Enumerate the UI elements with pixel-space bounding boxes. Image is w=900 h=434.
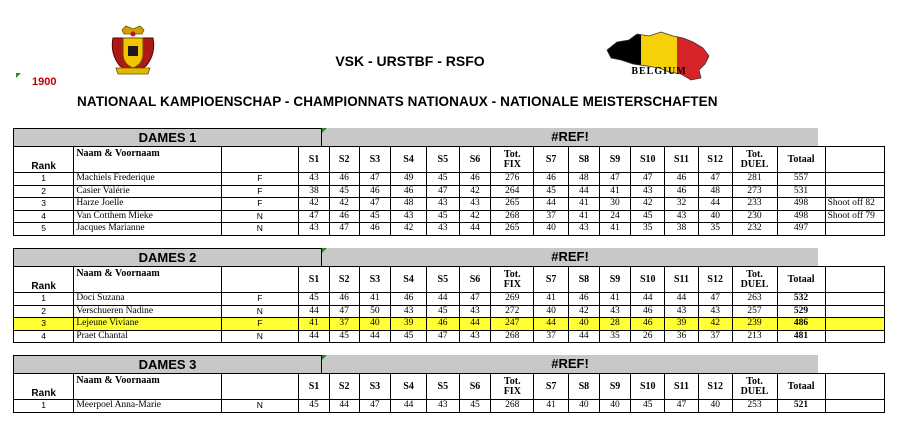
rank-cell: 1 [14, 173, 74, 186]
column-header-total: Totaal [777, 267, 825, 293]
name-cell: Lejeune Viviane [74, 318, 221, 331]
score-cell: 45 [534, 185, 569, 198]
score-cell: 46 [359, 223, 391, 236]
score-cell: 42 [459, 185, 491, 198]
score-cell: 40 [569, 400, 600, 413]
score-cell: 40 [534, 223, 569, 236]
score-cell: 46 [569, 293, 600, 306]
score-cell: 43 [426, 198, 459, 211]
score-cell: 46 [329, 293, 359, 306]
score-cell: 41 [534, 293, 569, 306]
total-cell: 532 [777, 293, 825, 306]
score-cell: 45 [359, 210, 391, 223]
score-cell: 47 [299, 210, 330, 223]
total-cell: 521 [777, 400, 825, 413]
score-cell: 47 [698, 173, 732, 186]
score-cell: 46 [665, 185, 699, 198]
table-row [14, 223, 885, 236]
tot-fix-cell: 268 [491, 330, 534, 343]
category-header [13, 248, 885, 266]
score-cell: 44 [665, 293, 699, 306]
table-row [14, 330, 885, 343]
column-header-total: Totaal [777, 147, 825, 173]
group-cell: N [221, 400, 299, 413]
score-cell: 44 [534, 198, 569, 211]
score-cell: 37 [698, 330, 732, 343]
tot-fix-cell: 265 [491, 198, 534, 211]
score-cell: 32 [665, 198, 699, 211]
total-cell: 531 [777, 185, 825, 198]
score-cell: 46 [459, 173, 491, 186]
column-header-s1: S1 [299, 147, 330, 173]
score-cell: 43 [698, 305, 732, 318]
column-header-note [825, 147, 884, 173]
score-cell: 46 [426, 318, 459, 331]
name-cell: Casier Valérie [74, 185, 221, 198]
column-header-s9: S9 [599, 147, 631, 173]
score-cell: 36 [665, 330, 699, 343]
score-cell: 46 [391, 185, 427, 198]
column-header-s9: S9 [599, 374, 631, 400]
score-cell: 44 [459, 223, 491, 236]
column-header-blank [221, 374, 299, 400]
tot-duel-cell: 233 [732, 198, 777, 211]
score-cell: 43 [569, 223, 600, 236]
total-cell: 486 [777, 318, 825, 331]
column-header-tot-duel: Tot. DUEL [732, 267, 777, 293]
score-cell: 37 [534, 210, 569, 223]
rank-cell: 2 [14, 305, 74, 318]
group-cell: N [221, 223, 299, 236]
score-cell: 45 [299, 293, 330, 306]
score-cell: 26 [631, 330, 665, 343]
score-cell: 43 [665, 210, 699, 223]
score-cell: 47 [359, 173, 391, 186]
score-cell: 41 [599, 293, 631, 306]
score-cell: 28 [599, 318, 631, 331]
column-header-s12: S12 [698, 374, 732, 400]
score-cell: 44 [391, 400, 427, 413]
score-cell: 46 [631, 318, 665, 331]
score-cell: 45 [426, 210, 459, 223]
score-cell: 37 [329, 318, 359, 331]
name-cell: Machiels Frederique [74, 173, 221, 186]
column-header-s10: S10 [631, 267, 665, 293]
score-cell: 41 [359, 293, 391, 306]
score-cell: 44 [426, 293, 459, 306]
column-header-s10: S10 [631, 374, 665, 400]
column-header-s10: S10 [631, 147, 665, 173]
results-table [13, 146, 885, 236]
column-header-s8: S8 [569, 267, 600, 293]
score-cell: 35 [599, 330, 631, 343]
note-cell [825, 318, 884, 331]
score-cell: 41 [599, 185, 631, 198]
column-header-tot-duel: Tot. DUEL [732, 147, 777, 173]
column-header-s1: S1 [299, 267, 330, 293]
score-cell: 43 [299, 173, 330, 186]
tot-duel-cell: 257 [732, 305, 777, 318]
score-cell: 47 [329, 223, 359, 236]
note-cell [825, 173, 884, 186]
score-cell: 46 [359, 185, 391, 198]
score-cell: 41 [299, 318, 330, 331]
score-cell: 44 [534, 318, 569, 331]
rank-cell: 3 [14, 198, 74, 211]
table-row [14, 210, 885, 223]
category-block [13, 248, 885, 343]
table-row [14, 318, 885, 331]
score-cell: 35 [698, 223, 732, 236]
name-cell: Harze Joelle [74, 198, 221, 211]
group-cell: N [221, 305, 299, 318]
column-header-s6: S6 [459, 147, 491, 173]
category-block [13, 355, 885, 413]
total-cell: 498 [777, 198, 825, 211]
cell-comment-marker [322, 355, 327, 360]
score-cell: 43 [665, 305, 699, 318]
column-header-s4: S4 [391, 147, 427, 173]
total-cell: 557 [777, 173, 825, 186]
category-block [13, 128, 885, 236]
table-row [14, 293, 885, 306]
score-cell: 46 [631, 305, 665, 318]
score-cell: 49 [391, 173, 427, 186]
group-cell: F [221, 198, 299, 211]
score-cell: 39 [665, 318, 699, 331]
score-cell: 40 [599, 400, 631, 413]
score-cell: 47 [631, 173, 665, 186]
ref-error-label: #REF! [322, 128, 818, 146]
tot-fix-cell: 268 [491, 210, 534, 223]
score-cell: 44 [459, 318, 491, 331]
score-cell: 40 [569, 318, 600, 331]
score-cell: 39 [391, 318, 427, 331]
category-name: DAMES 2 [13, 248, 322, 266]
column-header-s2: S2 [329, 147, 359, 173]
column-header-s6: S6 [459, 267, 491, 293]
score-cell: 41 [569, 210, 600, 223]
column-header-s7: S7 [534, 374, 569, 400]
score-cell: 37 [534, 330, 569, 343]
score-cell: 43 [599, 305, 631, 318]
score-cell: 43 [391, 210, 427, 223]
results-table [13, 373, 885, 413]
column-header-s12: S12 [698, 267, 732, 293]
score-cell: 45 [459, 400, 491, 413]
note-cell: Shoot off 79 [825, 210, 884, 223]
cell-comment-marker [16, 73, 21, 78]
score-cell: 47 [698, 293, 732, 306]
score-cell: 24 [599, 210, 631, 223]
name-cell: Meerpoel Anna-Marie [74, 400, 221, 413]
score-cell: 45 [329, 185, 359, 198]
score-cell: 42 [698, 318, 732, 331]
score-cell: 40 [698, 400, 732, 413]
table-row [14, 305, 885, 318]
note-cell [825, 330, 884, 343]
score-cell: 38 [299, 185, 330, 198]
column-header-s7: S7 [534, 147, 569, 173]
column-header-blank [221, 267, 299, 293]
column-header-s8: S8 [569, 374, 600, 400]
score-cell: 42 [299, 198, 330, 211]
tot-fix-cell: 264 [491, 185, 534, 198]
score-cell: 47 [426, 185, 459, 198]
score-cell: 47 [599, 173, 631, 186]
score-cell: 44 [569, 330, 600, 343]
tot-duel-cell: 273 [732, 185, 777, 198]
page-title: NATIONAAL KAMPIOENSCHAP - CHAMPIONNATS NATIONAUX - NATIONALE MEISTERSCHAFTEN [77, 94, 718, 109]
score-cell: 38 [665, 223, 699, 236]
table-row [14, 198, 885, 211]
column-header-rank: Rank [14, 267, 74, 293]
group-cell: F [221, 173, 299, 186]
column-header-total: Totaal [777, 374, 825, 400]
flag-label: BELGIUM [631, 66, 687, 77]
note-cell [825, 293, 884, 306]
rank-cell: 3 [14, 318, 74, 331]
column-header-s4: S4 [391, 267, 427, 293]
note-cell: Shoot off 82 [825, 198, 884, 211]
group-cell: F [221, 293, 299, 306]
name-cell: Verschueren Nadine [74, 305, 221, 318]
federation-crest-logo [108, 24, 158, 76]
group-cell: N [221, 330, 299, 343]
note-cell [825, 185, 884, 198]
tot-duel-cell: 263 [732, 293, 777, 306]
score-cell: 43 [459, 305, 491, 318]
tot-fix-cell: 269 [491, 293, 534, 306]
score-cell: 46 [665, 173, 699, 186]
column-header-s5: S5 [426, 267, 459, 293]
column-header-s1: S1 [299, 374, 330, 400]
column-header-s4: S4 [391, 374, 427, 400]
tot-fix-cell: 268 [491, 400, 534, 413]
score-cell: 43 [459, 198, 491, 211]
category-name: DAMES 1 [13, 128, 322, 146]
column-header-s11: S11 [665, 267, 699, 293]
score-cell: 42 [631, 198, 665, 211]
name-cell: Van Cotthem Mieke [74, 210, 221, 223]
score-cell: 41 [534, 400, 569, 413]
score-cell: 42 [459, 210, 491, 223]
tot-fix-cell: 276 [491, 173, 534, 186]
score-cell: 40 [359, 318, 391, 331]
note-cell [825, 400, 884, 413]
score-cell: 43 [631, 185, 665, 198]
note-cell [825, 305, 884, 318]
column-header-tot-fix: Tot. FIX [491, 267, 534, 293]
tot-duel-cell: 213 [732, 330, 777, 343]
rank-cell: 1 [14, 400, 74, 413]
score-cell: 44 [569, 185, 600, 198]
group-cell: N [221, 210, 299, 223]
tot-duel-cell: 232 [732, 223, 777, 236]
score-cell: 40 [698, 210, 732, 223]
score-cell: 45 [631, 210, 665, 223]
score-cell: 44 [299, 330, 330, 343]
column-header-note [825, 267, 884, 293]
category-header [13, 128, 885, 146]
tot-duel-cell: 230 [732, 210, 777, 223]
score-cell: 42 [569, 305, 600, 318]
column-header-rank: Rank [14, 147, 74, 173]
score-cell: 48 [569, 173, 600, 186]
score-cell: 47 [359, 400, 391, 413]
score-cell: 43 [459, 330, 491, 343]
score-cell: 40 [534, 305, 569, 318]
score-cell: 45 [391, 330, 427, 343]
score-cell: 46 [534, 173, 569, 186]
group-cell: F [221, 318, 299, 331]
column-header-name: Naam & Voornaam [74, 147, 221, 173]
score-cell: 30 [599, 198, 631, 211]
score-cell: 45 [426, 305, 459, 318]
score-cell: 47 [329, 305, 359, 318]
ref-error-label: #REF! [322, 355, 818, 373]
column-header-s2: S2 [329, 267, 359, 293]
score-cell: 43 [299, 223, 330, 236]
results-table [13, 266, 885, 343]
score-cell: 35 [631, 223, 665, 236]
rank-cell: 2 [14, 185, 74, 198]
score-cell: 44 [329, 400, 359, 413]
score-cell: 47 [665, 400, 699, 413]
score-cell: 48 [698, 185, 732, 198]
column-header-s11: S11 [665, 147, 699, 173]
column-header-s3: S3 [359, 147, 391, 173]
column-header-s3: S3 [359, 374, 391, 400]
note-cell [825, 223, 884, 236]
cell-comment-marker [322, 128, 327, 133]
column-header-blank [221, 147, 299, 173]
name-cell: Doci Suzana [74, 293, 221, 306]
score-cell: 46 [329, 210, 359, 223]
score-cell: 42 [329, 198, 359, 211]
score-cell: 44 [698, 198, 732, 211]
organization-title: VSK - URSTBF - RSFO [335, 53, 485, 69]
score-cell: 45 [426, 173, 459, 186]
table-row [14, 185, 885, 198]
column-header-name: Naam & Voornaam [74, 374, 221, 400]
tot-duel-cell: 253 [732, 400, 777, 413]
score-cell: 45 [631, 400, 665, 413]
tot-duel-cell: 281 [732, 173, 777, 186]
column-header-s6: S6 [459, 374, 491, 400]
column-header-s12: S12 [698, 147, 732, 173]
column-header-s8: S8 [569, 147, 600, 173]
score-cell: 44 [359, 330, 391, 343]
rank-cell: 1 [14, 293, 74, 306]
column-header-name: Naam & Voornaam [74, 267, 221, 293]
column-header-s11: S11 [665, 374, 699, 400]
score-cell: 47 [359, 198, 391, 211]
rank-cell: 5 [14, 223, 74, 236]
score-cell: 47 [459, 293, 491, 306]
tot-duel-cell: 239 [732, 318, 777, 331]
total-cell: 497 [777, 223, 825, 236]
rank-cell: 4 [14, 210, 74, 223]
score-cell: 48 [391, 198, 427, 211]
score-cell: 44 [299, 305, 330, 318]
column-header-tot-fix: Tot. FIX [491, 374, 534, 400]
total-cell: 481 [777, 330, 825, 343]
column-header-s7: S7 [534, 267, 569, 293]
total-cell: 498 [777, 210, 825, 223]
score-cell: 46 [329, 173, 359, 186]
score-cell: 50 [359, 305, 391, 318]
score-cell: 41 [599, 223, 631, 236]
score-cell: 43 [426, 400, 459, 413]
table-row [14, 173, 885, 186]
column-header-s5: S5 [426, 374, 459, 400]
cell-comment-marker [322, 248, 327, 253]
group-cell: F [221, 185, 299, 198]
score-cell: 43 [391, 305, 427, 318]
name-cell: Jacques Marianne [74, 223, 221, 236]
score-cell: 44 [631, 293, 665, 306]
table-header-row [14, 374, 885, 400]
score-cell: 45 [329, 330, 359, 343]
score-cell: 43 [426, 223, 459, 236]
column-header-rank: Rank [14, 374, 74, 400]
column-header-s2: S2 [329, 374, 359, 400]
name-cell: Praet Chantal [74, 330, 221, 343]
ref-error-label: #REF! [322, 248, 818, 266]
score-cell: 41 [569, 198, 600, 211]
column-header-note [825, 374, 884, 400]
column-header-s5: S5 [426, 147, 459, 173]
column-header-s3: S3 [359, 267, 391, 293]
table-header-row [14, 267, 885, 293]
table-header-row [14, 147, 885, 173]
tot-fix-cell: 247 [491, 318, 534, 331]
score-cell: 47 [426, 330, 459, 343]
score-cell: 42 [391, 223, 427, 236]
rank-cell: 4 [14, 330, 74, 343]
total-cell: 529 [777, 305, 825, 318]
column-header-tot-duel: Tot. DUEL [732, 374, 777, 400]
column-header-s9: S9 [599, 267, 631, 293]
score-cell: 45 [299, 400, 330, 413]
year-label: 1900 [32, 76, 57, 88]
score-cell: 46 [391, 293, 427, 306]
tot-fix-cell: 265 [491, 223, 534, 236]
category-header [13, 355, 885, 373]
tot-fix-cell: 272 [491, 305, 534, 318]
category-name: DAMES 3 [13, 355, 322, 373]
column-header-tot-fix: Tot. FIX [491, 147, 534, 173]
table-row [14, 400, 885, 413]
